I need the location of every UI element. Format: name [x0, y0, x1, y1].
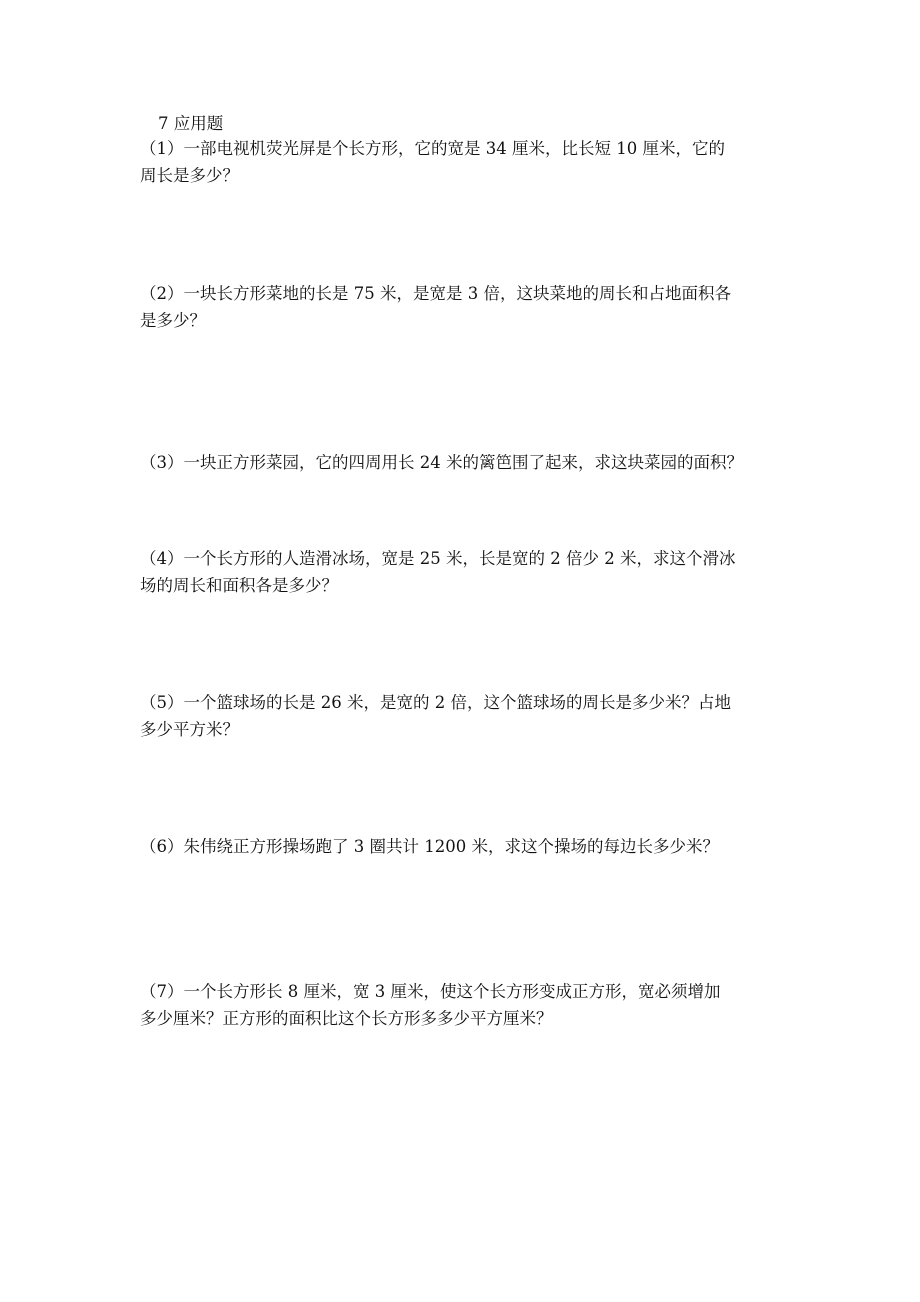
question-5-line-1: （5）一个篮球场的长是 26 米，是宽的 2 倍，这个篮球场的周长是多少米？占地: [140, 693, 731, 712]
question-1-line-1: （1）一部电视机荧光屏是个长方形，它的宽是 34 厘米，比长短 10 厘米，它的: [140, 139, 725, 158]
question-6: [140, 833, 790, 860]
question-7-line-1: （7）一个长方形长 8 厘米，宽 3 厘米，使这个长方形变成正方形，宽必须增加: [140, 982, 721, 1001]
question-2-line-1: （2）一块长方形菜地的长是 75 米，是宽是 3 倍，这块菜地的周长和占地面积各: [140, 284, 731, 303]
question-1-line-2: 周长是多少？: [140, 166, 239, 185]
question-3: [140, 449, 790, 476]
question-4-line-2: 场的周长和面积各是多少？: [140, 576, 338, 595]
question-7: [140, 978, 790, 1032]
question-4-line-1: （4）一个长方形的人造滑冰场，宽是 25 米，长是宽的 2 倍少 2 米，求这个滑冰: [140, 549, 736, 568]
question-3-line-1: （3）一块正方形菜园，它的四周用长 24 米的篱笆围了起来，求这块菜园的面积？: [140, 453, 743, 472]
question-7-line-2: 多少厘米？正方形的面积比这个长方形多多少平方厘米？: [140, 1009, 553, 1028]
question-5: [140, 689, 790, 743]
question-6-line-1: （6）朱伟绕正方形操场跑了 3 圈共计 1200 米，求这个操场的每边长多少米？: [140, 837, 719, 856]
question-2: [140, 280, 790, 334]
question-2-line-2: 是多少？: [140, 311, 206, 330]
question-4: [140, 545, 790, 599]
question-1: [140, 135, 790, 189]
question-5-line-2: 多少平方米？: [140, 720, 239, 739]
section-title: 7 应用题: [158, 114, 224, 133]
